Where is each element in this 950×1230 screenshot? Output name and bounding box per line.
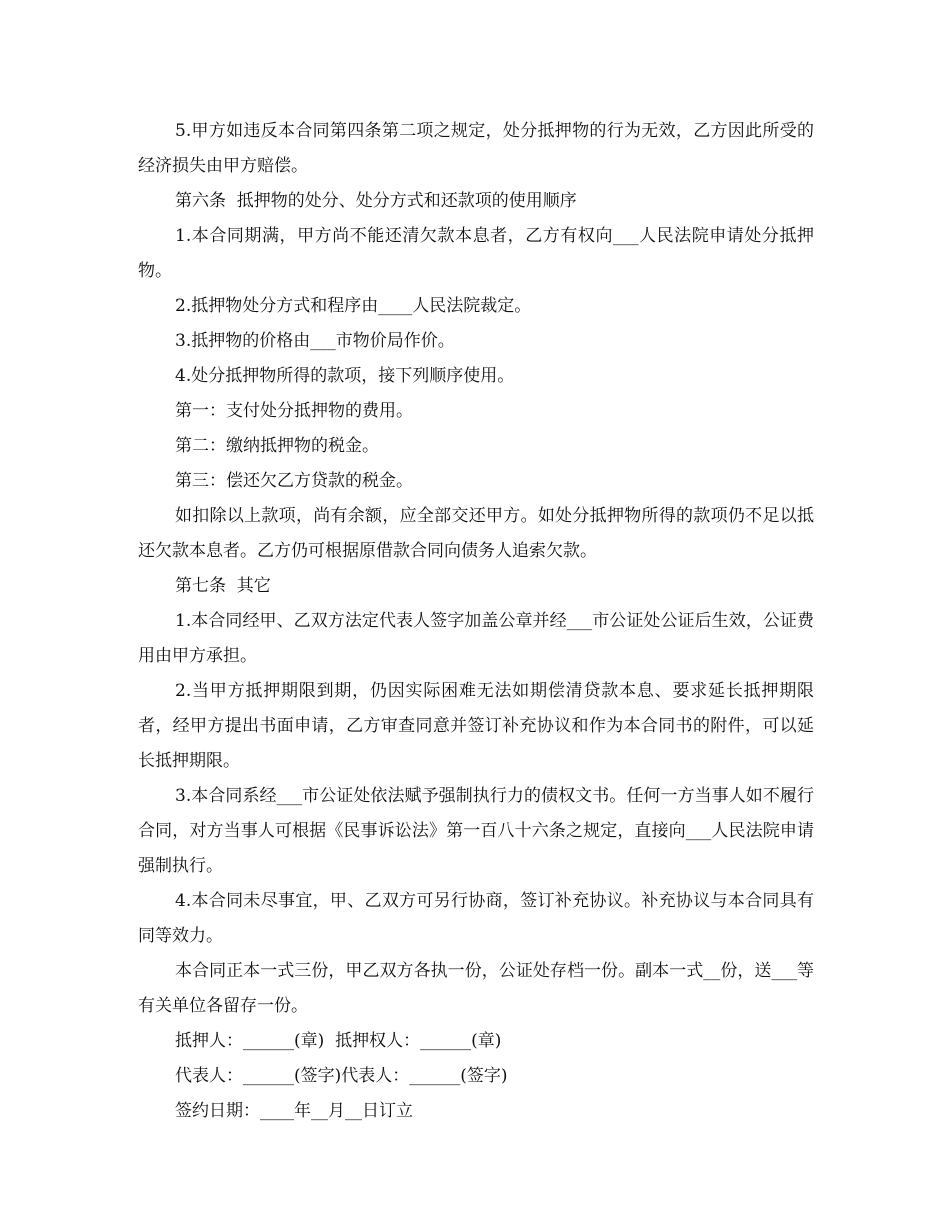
signature-line-representatives: 代表人：______(签字)代表人：______(签字)	[175, 1066, 508, 1086]
article-7-heading: 第七条 其它	[175, 576, 271, 596]
article-6-item-1: 1.本合同期满，甲方尚不能还清欠款本息者，乙方有权向___人民法院申请处分抵押物。	[138, 226, 814, 281]
copies-paragraph: 本合同正本一式三份，甲乙双方各执一份，公证处存档一份。副本一式__份，送___等有关单位各留存一份。	[138, 961, 814, 1016]
clause-5-breach-paragraph: 5.甲方如违反本合同第四条第二项之规定，处分抵押物的行为无效，乙方因此所受的经济损失由甲方赔偿。	[138, 121, 814, 176]
article-6-item-3: 3.抵押物的价格由___市物价局作价。	[175, 331, 455, 351]
order-first: 第一：支付处分抵押物的费用。	[175, 401, 413, 421]
signing-date-line: 签约日期：____年__月__日订立	[175, 1101, 413, 1121]
document-page	[138, 114, 814, 1129]
article-7-item-4: 4.本合同未尽事宜，甲、乙双方可另行协商，签订补充协议。补充协议与本合同具有同等效力。	[138, 891, 814, 946]
article-7-item-3: 3.本合同系经___市公证处依法赋予强制执行力的债权文书。任何一方当事人如不履行合同，对方当事人可根据《民事诉讼法》第一百八十六条之规定，直接向___人民法院申请强制执行。	[138, 786, 814, 876]
article-6-heading: 第六条 抵押物的处分、处分方式和还款项的使用顺序	[175, 191, 577, 211]
article-6-item-4: 4.处分抵押物所得的款项，接下列顺序使用。	[175, 366, 515, 386]
order-third: 第三：偿还欠乙方贷款的税金。	[175, 471, 413, 491]
article-7-item-1: 1.本合同经甲、乙双方法定代表人签字加盖公章并经___市公证处公证后生效，公证费用由甲方承担。	[138, 611, 814, 666]
signature-line-parties: 抵押人：______(章) 抵押权人：______(章)	[175, 1031, 502, 1051]
article-6-item-2: 2.抵押物处分方式和程序由____人民法院裁定。	[175, 296, 532, 316]
surplus-paragraph: 如扣除以上款项，尚有余额，应全部交还甲方。如处分抵押物所得的款项仍不足以抵还欠款本息者。乙方仍可根据原借款合同向债务人追索欠款。	[138, 506, 814, 561]
order-second: 第二：缴纳抵押物的税金。	[175, 436, 379, 456]
article-7-item-2: 2.当甲方抵押期限到期，仍因实际困难无法如期偿清贷款本息、要求延长抵押期限者，经甲方提出书面申请，乙方审查同意并签订补充协议和作为本合同书的附件，可以延长抵押期限。	[138, 681, 814, 771]
